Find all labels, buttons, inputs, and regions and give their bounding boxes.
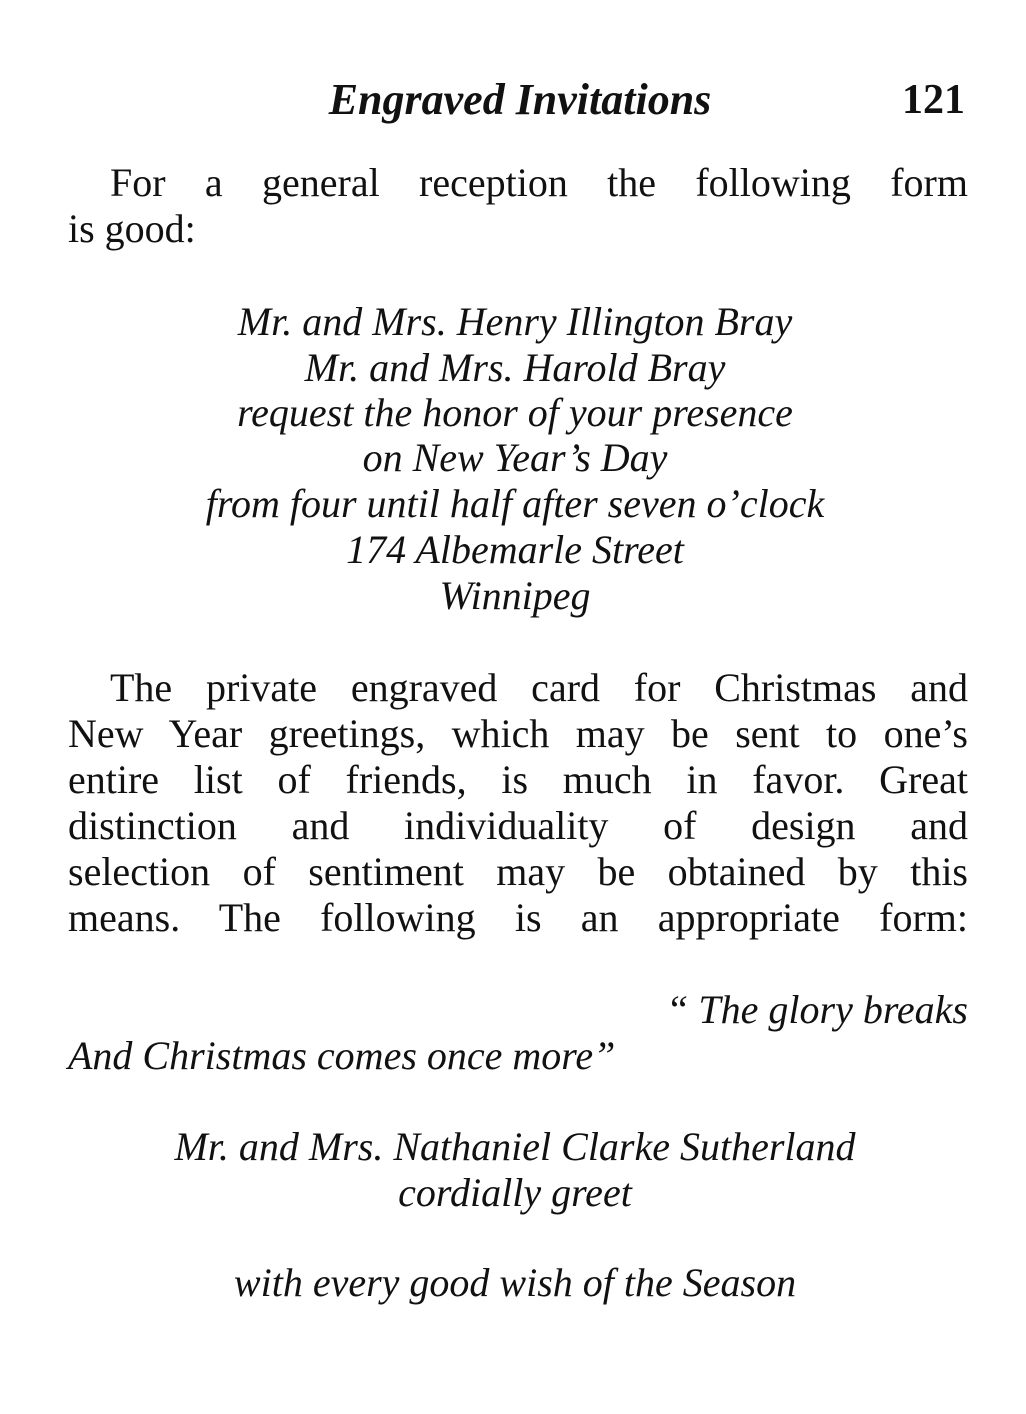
invitation-line: Mr. and Mrs. Harold Bray [304,345,726,390]
text-line: New Year greetings, which may be sent to one’s [68,711,968,756]
text-line: is good: [68,206,196,251]
text-line: entire list of friends, is much in favor. Great [68,757,968,802]
card-wish: with every good wish of the Season [233,1260,797,1305]
text-line: distinction and individuality of design and [68,803,968,848]
invitation-line: Mr. and Mrs. Henry Illington Bray [237,299,793,344]
card-names: Mr. and Mrs. Nathaniel Clarke Sutherland [174,1124,856,1169]
quote-line: “ The glory breaks [666,987,968,1032]
invitation-line: Winnipeg [439,573,591,618]
text-line: selection of sentiment may be obtained by this [68,849,968,894]
text-line: The private engraved card for Christmas and [110,665,968,710]
invitation-line: 174 Albemarle Street [346,527,684,572]
text-line: For a general reception the following form [110,160,968,205]
chapter-title: Engraved Invitations [328,75,712,124]
text-line: means. The following is an appropriate form: [68,895,968,940]
invitation-line: from four until half after seven o’clock [205,481,825,526]
invitation-line: request the honor of your presence [237,390,793,435]
invitation-line: on New Year’s Day [362,435,668,480]
quote-line: And Christmas comes once more” [68,1033,616,1078]
page-number: 121 [902,77,965,123]
card-greeting: cordially greet [398,1170,632,1215]
